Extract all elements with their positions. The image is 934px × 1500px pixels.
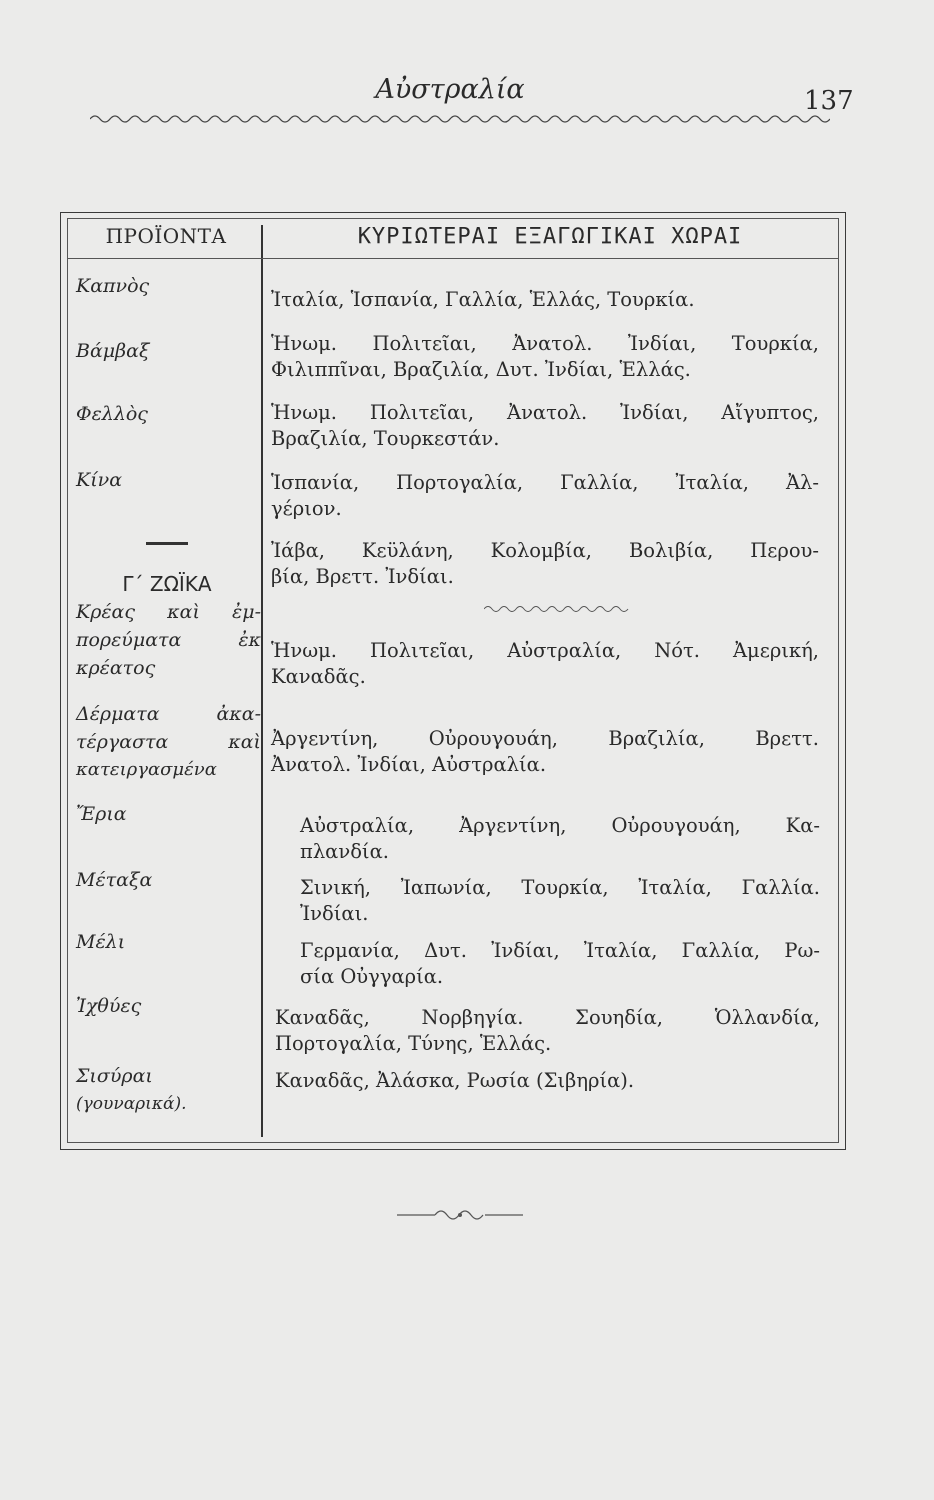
section-heading-animal-products: Γ΄ ΖΩΪΚΑ [122, 572, 212, 596]
countries-line: Ἰάβα, Κεϋλάνη, Κολομβία, Βολιβία, Περου- [271, 539, 819, 562]
countries-line: σία Οὐγγαρία. [300, 965, 444, 988]
page-title: Αὐστραλία [375, 74, 525, 105]
countries-line: Φιλιππῖναι, Βραζιλία, Δυτ. Ἰνδίαι, Ἑλλάς. [271, 358, 691, 381]
countries-silk [300, 875, 820, 927]
countries-column-header: ΚΥΡΙΩΤΕΡΑΙ ΕΞΑΓΩΓΙΚΑΙ ΧΩΡΑΙ [357, 224, 743, 249]
section-dash [146, 542, 188, 545]
product-hides-line-3: κατειργασμένα [76, 759, 217, 780]
countries-line: Ἰνδίαι. [300, 902, 369, 925]
countries-line: Καναδᾶς, Νορβηγία. Σουηδία, Ὁλλανδία, [275, 1006, 820, 1029]
column-divider [261, 225, 263, 1137]
countries-line: Καναδᾶς. [271, 665, 366, 688]
countries-line: βία, Βρεττ. Ἰνδίαι. [271, 565, 454, 588]
countries-line: Πορτογαλία, Τύνης, Ἑλλάς. [275, 1032, 552, 1055]
product-meat-line-3: κρέατος [76, 657, 156, 679]
countries-line: γέριον. [271, 497, 342, 520]
countries-cotton [271, 331, 819, 383]
product-hides-line-2: τέργαστα καὶ [76, 731, 261, 753]
countries-line: Ἱσπανία, Πορτογαλία, Γαλλία, Ἰταλία, Ἀλ- [271, 471, 819, 494]
section-wavy-rule [484, 604, 630, 614]
page-number: 137 [804, 86, 854, 116]
countries-meat [271, 638, 819, 690]
countries-tobacco [271, 287, 819, 313]
product-fish: Ἰχθύες [76, 995, 142, 1017]
countries-line: Ἀνατολ. Ἰνδίαι, Αὐστραλία. [271, 753, 547, 776]
product-furs-line-1: Σισύραι [76, 1065, 153, 1087]
product-meat-line-1: Κρέας καὶ ἐμ- [76, 601, 261, 623]
countries-quinine [271, 470, 819, 522]
product-honey: Μέλι [76, 931, 126, 953]
countries-line: Ἡνωμ. Πολιτεῖαι, Ἀνατολ. Ἰνδίαι, Αἴγυπτος, [271, 401, 819, 424]
countries-line: Γερμανία, Δυτ. Ἰνδίαι, Ἰταλία, Γαλλία, Ρω- [300, 939, 820, 962]
countries-cork [271, 400, 819, 452]
countries-line: Καναδᾶς, Ἀλάσκα, Ρωσία (Σιβηρία). [275, 1069, 635, 1092]
product-quinine: Κίνα [76, 469, 123, 491]
product-hides-line-1: Δέρματα ἀκα- [76, 703, 261, 725]
header-wavy-rule [90, 112, 830, 126]
countries-line: Ἰταλία, Ἱσπανία, Γαλλία, Ἑλλάς, Τουρκία. [271, 288, 695, 311]
countries-coffee [271, 538, 819, 590]
countries-line: Ἡνωμ. Πολιτεῖαι, Αὐστραλία, Νότ. Ἀμερική, [271, 639, 819, 662]
product-silk: Μέταξα [76, 869, 153, 891]
product-cotton: Βάμβαξ [76, 340, 150, 362]
product-meat-line-2: πορεύματα ἐκ [76, 629, 261, 651]
countries-wool [300, 813, 820, 865]
products-column-header: ΠΡΟΪΟΝΤΑ [105, 224, 227, 248]
product-cork: Φελλὸς [76, 403, 148, 425]
countries-hides [271, 726, 819, 778]
product-wool: Ἔρια [76, 803, 127, 825]
countries-line: πλανδία. [300, 840, 389, 863]
bottom-ornament [395, 1206, 525, 1224]
countries-honey [300, 938, 820, 990]
countries-furs [275, 1068, 820, 1094]
countries-fish [275, 1005, 820, 1057]
countries-line: Ἡνωμ. Πολιτεῖαι, Ἀνατολ. Ἰνδίαι, Τουρκία, [271, 332, 819, 355]
product-furs-line-2: (γουναρικά). [76, 1094, 187, 1114]
countries-line: Αὐστραλία, Ἀργεντίνη, Οὐρουγουάη, Κα- [300, 814, 820, 837]
countries-line: Βραζιλία, Τουρκεστάν. [271, 427, 500, 450]
countries-line: Σινική, Ἰαπωνία, Τουρκία, Ἰταλία, Γαλλία. [300, 876, 820, 899]
header-divider [67, 258, 839, 259]
product-tobacco: Καπνὸς [76, 275, 150, 297]
countries-line: Ἀργεντίνη, Οὐρουγουάη, Βραζιλία, Βρεττ. [271, 727, 819, 750]
